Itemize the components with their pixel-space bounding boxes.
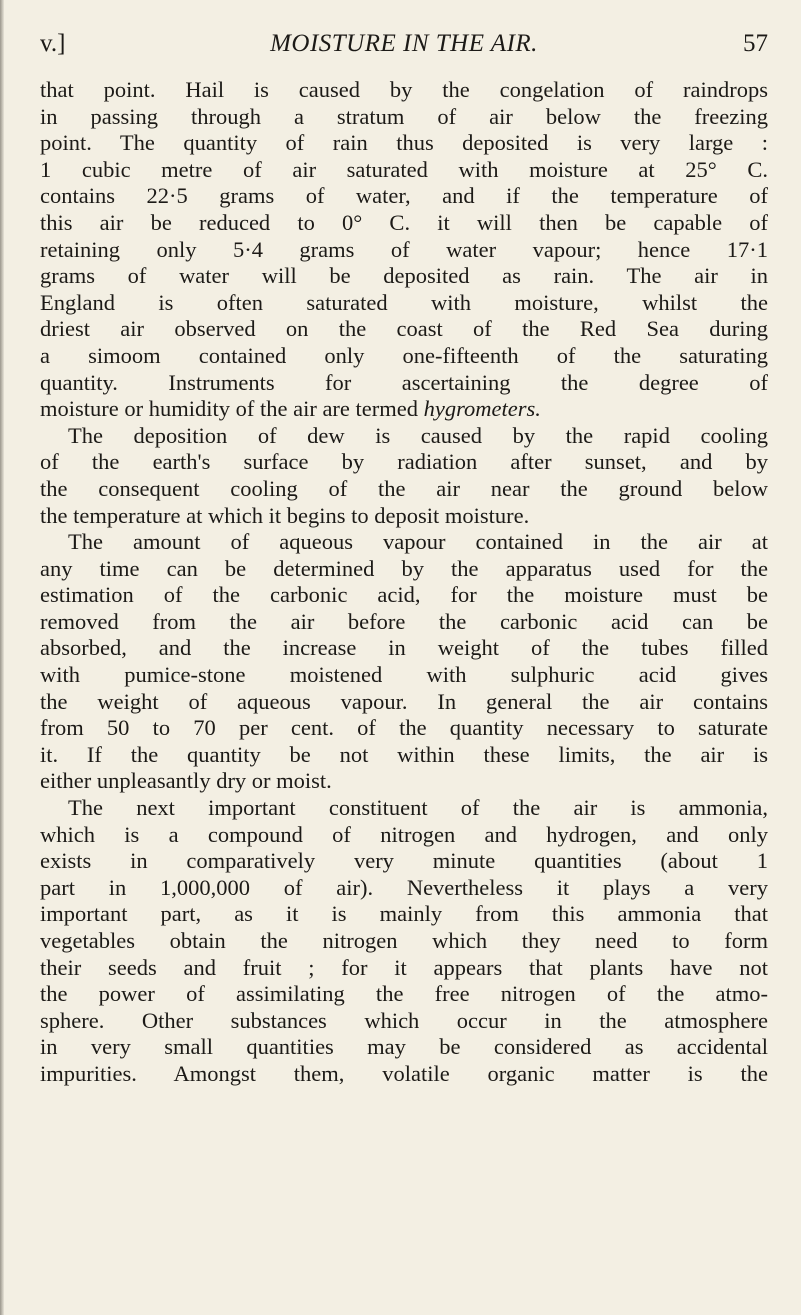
page-number: 57 [743, 30, 768, 57]
text-line-content: The amount of aqueous vapour contained in the air at [68, 529, 768, 555]
text-line [40, 662, 768, 689]
text-line [40, 715, 768, 742]
text-line-content: grams of water will be deposited as rain. The air in [40, 263, 768, 289]
text-line-content: in passing through a stratum of air below the freezing [40, 103, 768, 129]
text-line-content: sphere. Other substances which occur in the atmosphere [40, 1007, 768, 1033]
text-line-content: the consequent cooling of the air near the ground below [40, 475, 768, 501]
text-line [40, 1008, 768, 1035]
text-line-content: moisture or humidity of the air are termed [40, 396, 424, 422]
text-line [40, 77, 768, 104]
running-title: MOISTURE IN THE AIR. [270, 30, 538, 57]
text-line-content: England is often saturated with moisture, whilst the [40, 289, 768, 315]
text-line-content: in very small quantities may be considered as accidental [40, 1034, 768, 1060]
text-line-content: The next important constituent of the air is ammonia, [68, 795, 768, 821]
text-line [40, 476, 768, 503]
text-line [40, 210, 768, 237]
text-line-content: it. If the quantity be not within these limits, the air is [40, 741, 768, 767]
text-line [40, 955, 768, 982]
chapter-number: v.] [40, 30, 66, 57]
text-line [40, 768, 768, 795]
text-line [40, 582, 768, 609]
text-line [40, 901, 768, 928]
text-line-content: that point. Hail is caused by the congelation of raindrops [40, 77, 768, 102]
text-line [40, 183, 768, 210]
text-line [40, 529, 768, 556]
text-line-content: either unpleasantly dry or moist. [40, 768, 332, 794]
text-line-content: this air be reduced to 0° C. it will then be capable of [40, 209, 768, 235]
text-line [40, 635, 768, 662]
text-line [40, 1034, 768, 1061]
text-line-content: quantity. Instruments for ascertaining the degree of [40, 369, 768, 395]
text-line [40, 104, 768, 131]
text-line [40, 316, 768, 343]
text-line [40, 157, 768, 184]
text-line-content: which is a compound of nitrogen and hydrogen, and only [40, 821, 768, 847]
text-line-content: estimation of the carbonic acid, for the moisture must be [40, 582, 768, 608]
page-edge-shadow [0, 0, 4, 1315]
body-text [40, 77, 768, 1088]
text-line [40, 609, 768, 636]
text-line-content: removed from the air before the carbonic acid can be [40, 608, 768, 634]
text-line-content: important part, as it is mainly from this ammonia that [40, 901, 768, 927]
text-line [40, 742, 768, 769]
text-line-content: impurities. Amongst them, volatile organic matter is the [40, 1060, 768, 1086]
text-line [40, 1061, 768, 1088]
text-line [40, 981, 768, 1008]
text-line [40, 370, 768, 397]
text-line [40, 503, 768, 530]
text-line-content: any time can be determined by the apparatus used for the [40, 555, 768, 581]
text-line [40, 237, 768, 264]
text-line-content: contains 22·5 grams of water, and if the temperature of [40, 183, 768, 209]
text-line-content: part in 1,000,000 of air). Nevertheless it plays a very [40, 874, 768, 900]
text-line [40, 263, 768, 290]
text-line [40, 928, 768, 955]
text-line [40, 689, 768, 716]
text-line [40, 130, 768, 157]
italic-term: hygrometers. [423, 396, 541, 422]
text-line-content: 1 cubic metre of air saturated with moisture at 25° C. [40, 156, 768, 182]
text-line [40, 875, 768, 902]
text-line-content: of the earth's surface by radiation after sunset, and by [40, 449, 768, 475]
text-line-content: retaining only 5·4 grams of water vapour; hence 17·1 [40, 236, 768, 262]
text-line [40, 396, 768, 423]
text-line-content: from 50 to 70 per cent. of the quantity necessary to saturate [40, 715, 768, 741]
text-line [40, 795, 768, 822]
text-line [40, 449, 768, 476]
text-line-content: the weight of aqueous vapour. In general the air contains [40, 688, 768, 714]
text-line-content: The deposition of dew is caused by the rapid cooling [68, 422, 768, 448]
text-line-content: a simoom contained only one-fifteenth of the saturating [40, 342, 768, 368]
text-line [40, 822, 768, 849]
text-line-content: absorbed, and the increase in weight of the tubes filled [40, 635, 768, 661]
text-line-content: vegetables obtain the nitrogen which they need to form [40, 928, 768, 953]
text-line-content: the power of assimilating the free nitrogen of the atmo- [40, 981, 768, 1007]
text-line-content: with pumice-stone moistened with sulphuric acid gives [40, 662, 768, 688]
text-line [40, 556, 768, 583]
text-line-content: the temperature at which it begins to deposit moisture. [40, 502, 530, 528]
text-line [40, 290, 768, 317]
text-line [40, 848, 768, 875]
text-line [40, 343, 768, 370]
text-line-content: driest air observed on the coast of the Red Sea during [40, 316, 768, 342]
text-line-content: exists in comparatively very minute quantities (about 1 [40, 848, 768, 874]
running-header [40, 30, 768, 70]
text-line-content: their seeds and fruit ; for it appears that plants have not [40, 954, 768, 980]
text-line [40, 423, 768, 450]
text-line-content: point. The quantity of rain thus deposited is very large : [40, 130, 768, 156]
